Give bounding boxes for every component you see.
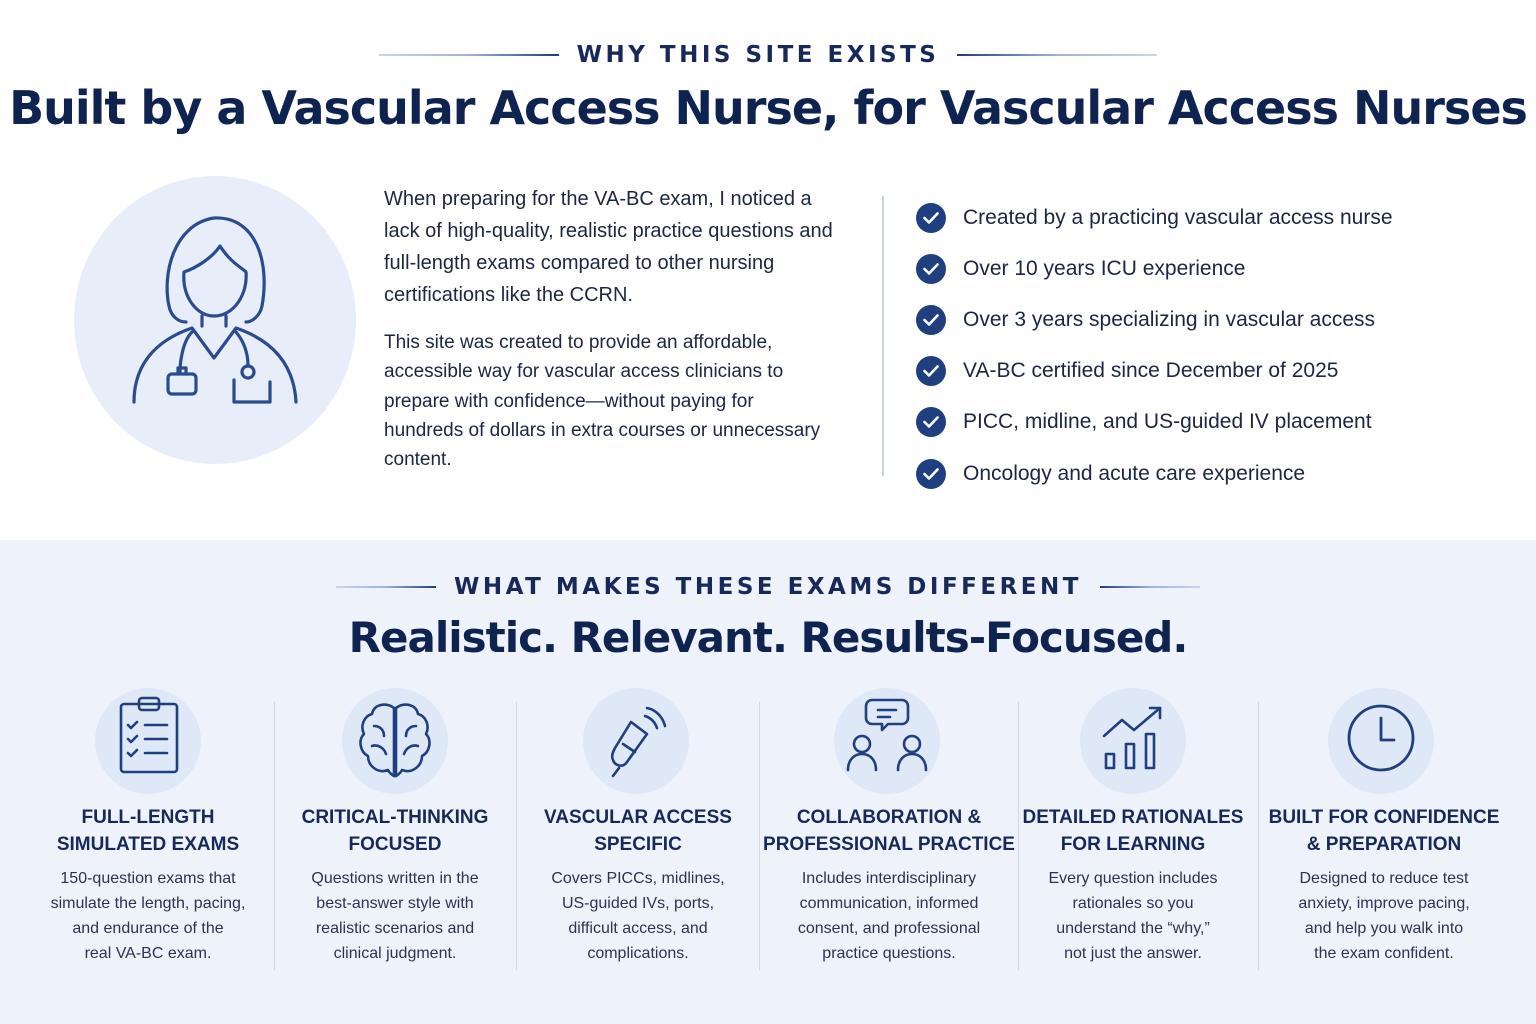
feature-card-collaboration	[761, 688, 1017, 978]
feature-icon-circle	[95, 688, 201, 794]
about-eyebrow-row	[0, 40, 1536, 70]
credential-text: Created by a practicing vascular access nurse	[963, 205, 1393, 229]
feature-title: BUILT FOR CONFIDENCE & PREPARATION	[1268, 807, 1500, 855]
feature-icon-circle	[834, 688, 940, 794]
feature-description: Questions written in the best-answer style with realistic scenarios and clinical judgment.	[311, 870, 479, 962]
feature-divider	[759, 702, 760, 970]
eyebrow-divider-left	[379, 54, 559, 56]
check-circle-icon	[916, 203, 946, 233]
eyebrow-divider-right	[957, 54, 1157, 56]
about-eyebrow: WHY THIS SITE EXISTS	[576, 42, 940, 68]
credential-text: PICC, midline, and US-guided IV placement	[963, 410, 1372, 434]
differences-headline: Realistic. Relevant. Results-Focused.	[348, 613, 1188, 662]
feature-icon-circle	[583, 688, 689, 794]
feature-divider	[516, 702, 517, 970]
check-circle-icon	[916, 254, 946, 284]
differences-eyebrow: WHAT MAKES THESE EXAMS DIFFERENT	[454, 574, 1082, 600]
credential-text: Over 3 years specializing in vascular access	[963, 307, 1376, 331]
feature-divider	[1018, 702, 1019, 970]
feature-card-full-length	[24, 688, 272, 978]
about-column-divider	[882, 196, 884, 476]
credential-text: Oncology and acute care experience	[963, 461, 1306, 485]
feature-icon-circle	[342, 688, 448, 794]
feature-icon-circle	[1328, 688, 1434, 794]
credential-text: Over 10 years ICU experience	[963, 256, 1246, 280]
feature-description: Includes interdisciplinary communication, informed consent, and professional practice questions.	[797, 870, 981, 962]
eyebrow-divider-left	[336, 586, 436, 588]
credential-item	[916, 294, 1393, 345]
credentials-list	[916, 192, 1393, 499]
nurse-avatar	[74, 176, 356, 464]
about-paragraph-1: When preparing for the VA-BC exam, I noticed a lack of high-quality, realistic practice questions and full-length exams compared to other nursing certifications like the CCRN.	[384, 188, 833, 306]
feature-divider	[274, 702, 275, 970]
feature-divider	[1258, 702, 1259, 970]
feature-description: 150-question exams that simulate the length, pacing, and endurance of the real VA-BC exam.	[50, 870, 246, 962]
feature-card-rationales	[1020, 688, 1246, 978]
brain-icon	[342, 688, 448, 794]
check-circle-icon	[916, 356, 946, 386]
about-headline: Built by a Vascular Access Nurse, for Vascular Access Nurses	[9, 81, 1527, 135]
credential-item	[916, 192, 1393, 243]
eyebrow-divider-right	[1100, 586, 1200, 588]
feature-description: Designed to reduce test anxiety, improve pacing, and help you walk into the exam confident.	[1298, 870, 1470, 962]
feature-card-vascular-access	[518, 688, 758, 978]
nurse-avatar-icon	[74, 176, 356, 464]
ultrasound-probe-icon	[583, 688, 689, 794]
check-circle-icon	[916, 407, 946, 437]
feature-description: Covers PICCs, midlines, US-guided IVs, ports, difficult access, and complications.	[551, 870, 725, 962]
credential-item	[916, 243, 1393, 294]
feature-grid	[24, 688, 1512, 978]
feature-title: VASCULAR ACCESS SPECIFIC	[544, 807, 732, 855]
clipboard-checklist-icon	[95, 688, 201, 794]
growth-chart-icon	[1080, 688, 1186, 794]
feature-icon-circle	[1080, 688, 1186, 794]
clock-icon	[1328, 688, 1434, 794]
team-chat-icon	[834, 688, 940, 794]
feature-title: DETAILED RATIONALES FOR LEARNING	[1022, 807, 1244, 855]
about-paragraph-2: This site was created to provide an affordable, accessible way for vascular access clinicians to prepare with confidence—without paying for hundreds of dollars in extra courses or unnecessary content.	[384, 332, 821, 471]
feature-card-confidence	[1260, 688, 1508, 978]
feature-title: FULL-LENGTH SIMULATED EXAMS	[56, 807, 240, 855]
credential-item	[916, 397, 1393, 448]
about-intro	[384, 183, 834, 474]
feature-title: CRITICAL-THINKING FOCUSED	[301, 807, 489, 855]
check-circle-icon	[916, 305, 946, 335]
check-circle-icon	[916, 459, 946, 489]
feature-title: COLLABORATION & PROFESSIONAL PRACTICE	[763, 807, 1015, 855]
credential-item	[916, 448, 1393, 499]
feature-description: Every question includes rationales so you understand the “why,” not just the answer.	[1048, 870, 1218, 962]
credential-item	[916, 346, 1393, 397]
differences-eyebrow-row	[0, 572, 1536, 602]
feature-card-critical-thinking	[276, 688, 514, 978]
credential-text: VA-BC certified since December of 2025	[963, 359, 1339, 383]
